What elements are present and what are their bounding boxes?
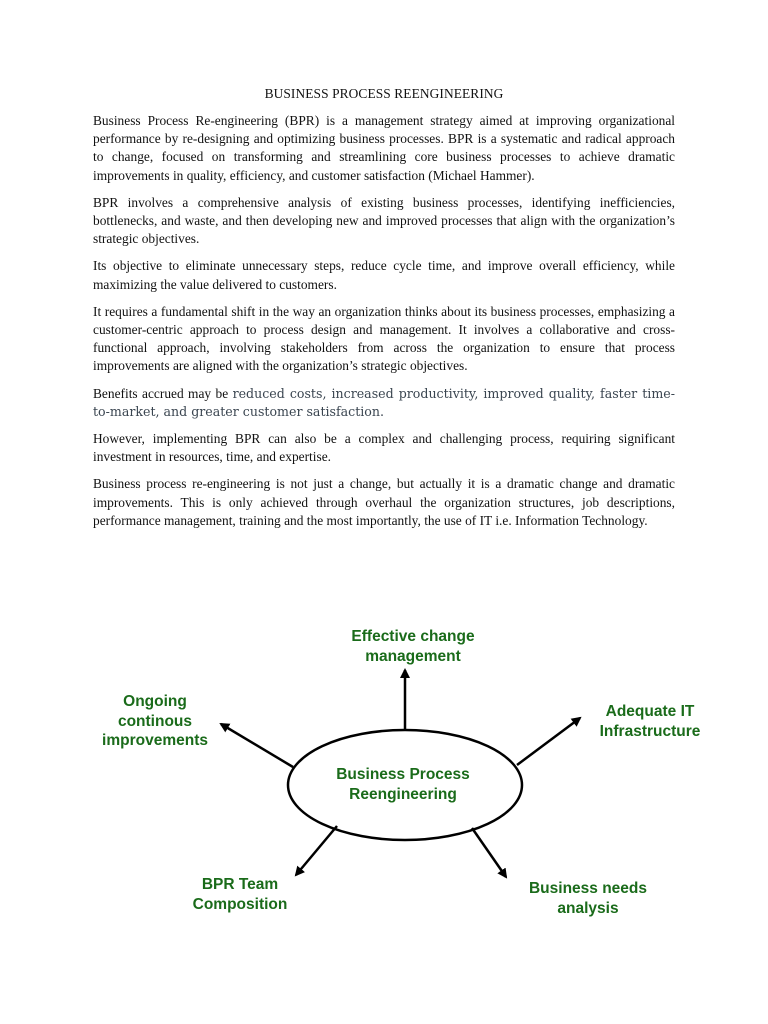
paragraph-benefits [93, 385, 675, 421]
paragraph-analysis: BPR involves a comprehensive analysis of existing business processes, identifying inefficiencies, bottlenecks, and waste, and then developing new and improved processes that align with the organization’s strategic objectives. [93, 194, 675, 247]
label-adequate-it-infrastructure: Adequate IT Infrastructure [599, 703, 701, 740]
document-body [93, 86, 675, 539]
benefits-list: reduced costs, increased productivity, improved quality, faster time-to-market, and greater customer satisfaction. [93, 385, 675, 419]
bpr-diagram [0, 610, 768, 940]
paragraph-objective: Its objective to eliminate unnecessary steps, reduce cycle time, and improve overall efficiency, while maximizing the value delivered to customers. [93, 258, 675, 292]
benefits-lead: Benefits accrued may be [93, 385, 233, 401]
document-title: BUSINESS PROCESS REENGINEERING [264, 86, 504, 101]
arrow-lower-left [296, 826, 337, 875]
arrow-upper-right [517, 718, 580, 765]
arrow-lower-right [472, 828, 506, 877]
paragraph-dramatic-change: Business process re-engineering is not just a change, but actually it is a dramatic change and dramatic improvements. This is only achieved through overhaul the organization structures, job descriptions, performance management, training and the most importantly, the use of IT i.e. Information Technology. [93, 476, 675, 528]
label-bpr-team-composition: BPR Team Composition [192, 876, 288, 913]
paragraph-intro: Business Process Re-engineering (BPR) is a management strategy aimed at improving organizational performance by re-designing and optimizing business processes. BPR is a systematic and radical approach to change, focused on transforming and streamlining core business processes to achieve dramatic improvements in quality, efficiency, and customer satisfaction (Michael Hammer). [93, 113, 675, 183]
paragraph-challenges: However, implementing BPR can also be a complex and challenging process, requiring significant investment in resources, time, and expertise. [93, 431, 675, 465]
label-business-needs-analysis: Business needs analysis [528, 880, 648, 917]
label-effective-change-management: Effective change management [351, 628, 475, 665]
center-label: Business Process Reengineering [336, 766, 470, 803]
label-ongoing-improvements: Ongoing continous improvements [102, 693, 208, 749]
paragraph-shift: It requires a fundamental shift in the way an organization thinks about its business processes, emphasizing a customer-centric approach to process design and management. It involves a collaborative and cross-functional approach, involving stakeholders from across the organization to ensure that process improvements are aligned with the organization’s strategic objectives. [93, 303, 675, 374]
arrow-upper-left [221, 724, 293, 767]
